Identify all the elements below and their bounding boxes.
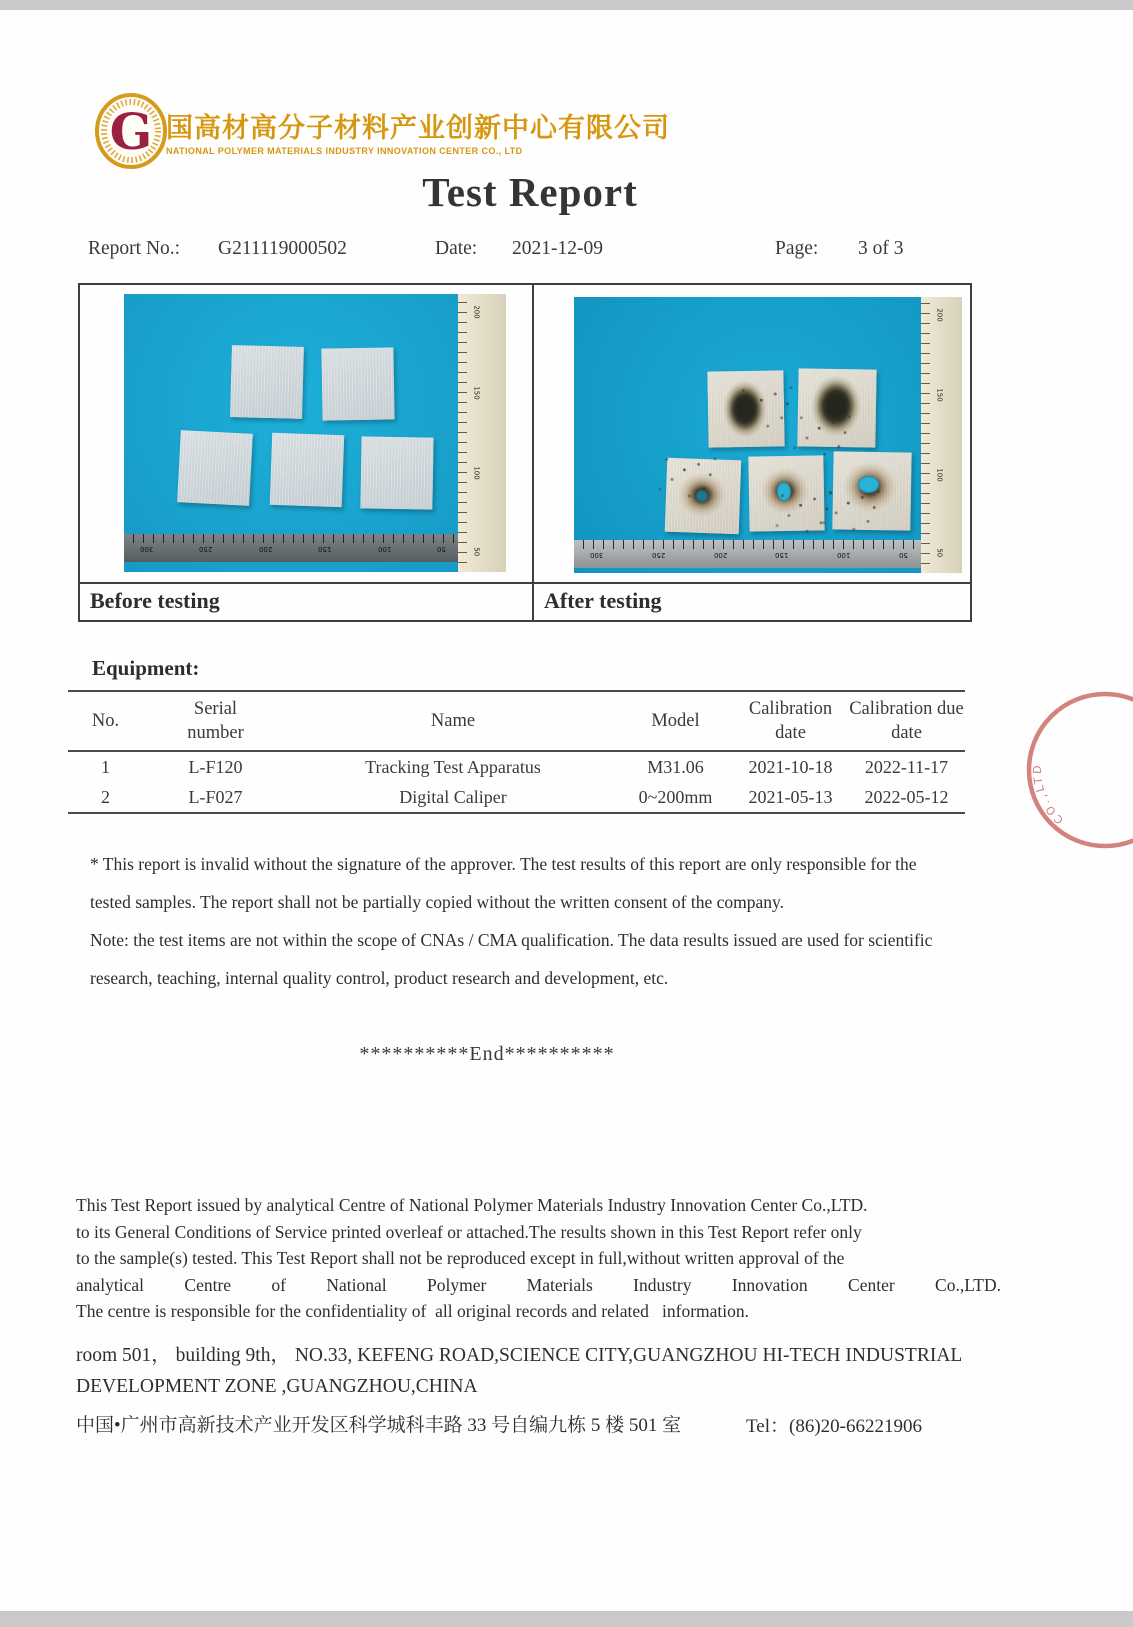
ruler-label: 100 (837, 551, 851, 559)
sample-square-burnt (797, 368, 876, 447)
cell-model: 0~200mm (638, 786, 713, 807)
cell-serial: L-F120 (188, 756, 243, 777)
ruler-vertical (458, 294, 506, 572)
footer-line: analytical Centre of National Polymer Materials Industry Innovation Center Co.,LTD. (76, 1274, 1001, 1295)
ruler-ticks (458, 294, 467, 572)
footer-line: to its General Conditions of Service printed overleaf or attached.The results shown in this Test Report refer only (76, 1221, 862, 1242)
telephone (746, 1411, 922, 1438)
report-notes (90, 845, 952, 997)
ruler-label: 50 (437, 545, 446, 553)
ruler-label: 200 (472, 305, 481, 319)
cell-serial: L-F027 (188, 786, 243, 807)
scan-edge-bottom (0, 1611, 1133, 1627)
date-value: 2021-12-09 (512, 238, 603, 259)
ruler-label: 150 (775, 551, 789, 559)
company-logo-emblem-icon (94, 92, 168, 170)
ruler-ticks (574, 540, 924, 549)
cell-no: 1 (101, 756, 110, 777)
sample-square (230, 345, 304, 419)
report-meta-row (0, 238, 1133, 266)
caption-after-testing: After testing (544, 588, 662, 613)
ruler-label: 150 (935, 388, 944, 402)
col-name: Name (430, 710, 476, 731)
ruler-label: 200 (713, 551, 727, 559)
equipment-header-row (68, 691, 965, 751)
ruler-label: 100 (935, 468, 944, 482)
ruler-label: 300 (590, 551, 604, 559)
burn-speckles (818, 427, 821, 430)
report-no-value: G211119000502 (218, 238, 347, 259)
address-cn: 中国•广州市高新技术产业开发区科学城科丰路 33 号自编九栋 5 楼 501 室 (76, 1415, 682, 1436)
figure-photos-row (80, 285, 970, 582)
tel-value: (86)20-66221906 (789, 1416, 922, 1437)
figure-divider (532, 285, 534, 582)
col-calibration-date: Calibration date (748, 698, 833, 743)
figure-captions-row (80, 582, 970, 620)
page-title: Test Report (422, 169, 638, 215)
company-name-cn: 国高材高分子材料产业创新中心有限公司 (166, 113, 670, 143)
tel-label: Tel： (746, 1416, 789, 1437)
sample-square-burnt (707, 370, 784, 447)
company-name-en: NATIONAL POLYMER MATERIALS INDUSTRY INNOVATION CENTER CO., LTD (166, 146, 523, 156)
cell-calibration-due: 2022-05-12 (864, 786, 949, 807)
scan-edge-top (0, 0, 1133, 10)
col-no: No. (91, 710, 120, 731)
ruler-label: 50 (899, 551, 908, 559)
burn-mark (721, 379, 768, 440)
svg-text:CO.,LTD (1031, 762, 1066, 826)
address-en-line1: room 501， building 9th， NO.33, KEFENG ROAD,SCIENCE CITY,GUANGZHOU HI-TECH INDUSTRIAL (76, 1345, 963, 1366)
sample-square-burnt (748, 455, 824, 531)
address-cn-row (76, 1410, 1086, 1437)
report-no-label: Report No.: (88, 238, 181, 259)
equipment-row (68, 782, 965, 813)
sample-square (321, 347, 394, 420)
caption-before-testing: Before testing (90, 588, 220, 613)
col-serial-number-label: Serial number (187, 698, 244, 743)
ruler-labels (124, 545, 462, 553)
burn-speckles (760, 399, 763, 402)
sample-square (360, 436, 433, 509)
burn-speckles (847, 502, 850, 505)
ruler-labels (574, 551, 924, 559)
ruler-label: 150 (318, 545, 332, 553)
cell-model: M31.06 (647, 756, 704, 777)
ruler-label: 200 (935, 308, 944, 322)
ruler-horizontal (574, 540, 924, 568)
col-model: Model (651, 710, 700, 731)
figure-divider (532, 584, 534, 620)
footer-line: This Test Report issued by analytical Centre of National Polymer Materials Industry Innovation Center Co.,LTD. (76, 1195, 868, 1215)
ruler-ticks (921, 297, 930, 573)
cell-name: Tracking Test Apparatus (365, 756, 541, 777)
ruler-vertical (921, 297, 962, 573)
ruler-label: 250 (651, 551, 666, 559)
col-calibration-due-date: Calibration due date (849, 698, 964, 743)
date-label: Date: (435, 238, 478, 259)
end-marker: **********End********** (359, 1043, 615, 1065)
ruler-label: 200 (258, 545, 273, 553)
ruler-ticks (124, 534, 462, 543)
cell-calibration-date: 2021-05-13 (748, 786, 833, 807)
red-stamp-icon (1020, 688, 1133, 860)
burn-speckles (683, 468, 686, 471)
ruler-label: 100 (472, 466, 481, 480)
emblem-letter: G (109, 102, 153, 161)
note-paragraph-1: * This report is invalid without the signature of the approver. The test results of this report are only responsible for the tested samples. The report shall not be partially copied without the written consent of the company. (90, 854, 917, 912)
cell-calibration-date: 2021-10-18 (748, 756, 833, 777)
figure-table (78, 283, 972, 622)
photo-after-testing (574, 297, 962, 573)
sample-square (270, 433, 344, 507)
col-serial-number (143, 691, 288, 751)
footer-line: to the sample(s) tested. This Test Report shall not be reproduced except in full,without written approval of the (76, 1248, 845, 1268)
sample-square-burnt (665, 458, 742, 535)
ruler-label: 150 (472, 385, 481, 400)
ruler-horizontal (124, 534, 462, 562)
cell-calibration-due: 2022-11-17 (864, 756, 949, 777)
stamp-svg (1020, 688, 1133, 860)
page-value: 3 of 3 (858, 238, 904, 259)
ruler-labels (933, 297, 946, 573)
cell-no: 2 (101, 786, 110, 807)
photo-before-testing (124, 294, 506, 572)
sample-square-burnt (832, 451, 911, 530)
footer-statement (76, 1192, 1001, 1325)
equipment-table (68, 690, 965, 814)
sample-square (177, 430, 253, 506)
ruler-label: 50 (472, 547, 481, 557)
company-name-block (166, 106, 670, 156)
note-paragraph-2: Note: the test items are not within the scope of CNAs / CMA qualification. The data results issued are used for scientific research, teaching, internal quality control, product research and development, etc. (90, 930, 933, 988)
page-label: Page: (775, 238, 819, 259)
equipment-heading: Equipment: (92, 656, 200, 680)
ruler-label: 250 (199, 545, 213, 553)
ruler-label: 300 (140, 545, 154, 553)
ruler-label: 50 (935, 548, 944, 558)
footer-line: The centre is responsible for the confidentiality of all original records and related information. (76, 1301, 750, 1321)
burn-hole (777, 482, 791, 501)
emblem-svg (94, 92, 168, 170)
stamp-text: CO.,LTD (1030, 762, 1067, 827)
cell-name: Digital Caliper (399, 786, 507, 807)
ruler-labels (470, 294, 483, 572)
ruler-label: 100 (377, 545, 391, 553)
address-en-line2: DEVELOPMENT ZONE ,GUANGZHOU,CHINA (76, 1376, 478, 1397)
burn-speckles (799, 504, 802, 507)
equipment-row (68, 751, 965, 782)
